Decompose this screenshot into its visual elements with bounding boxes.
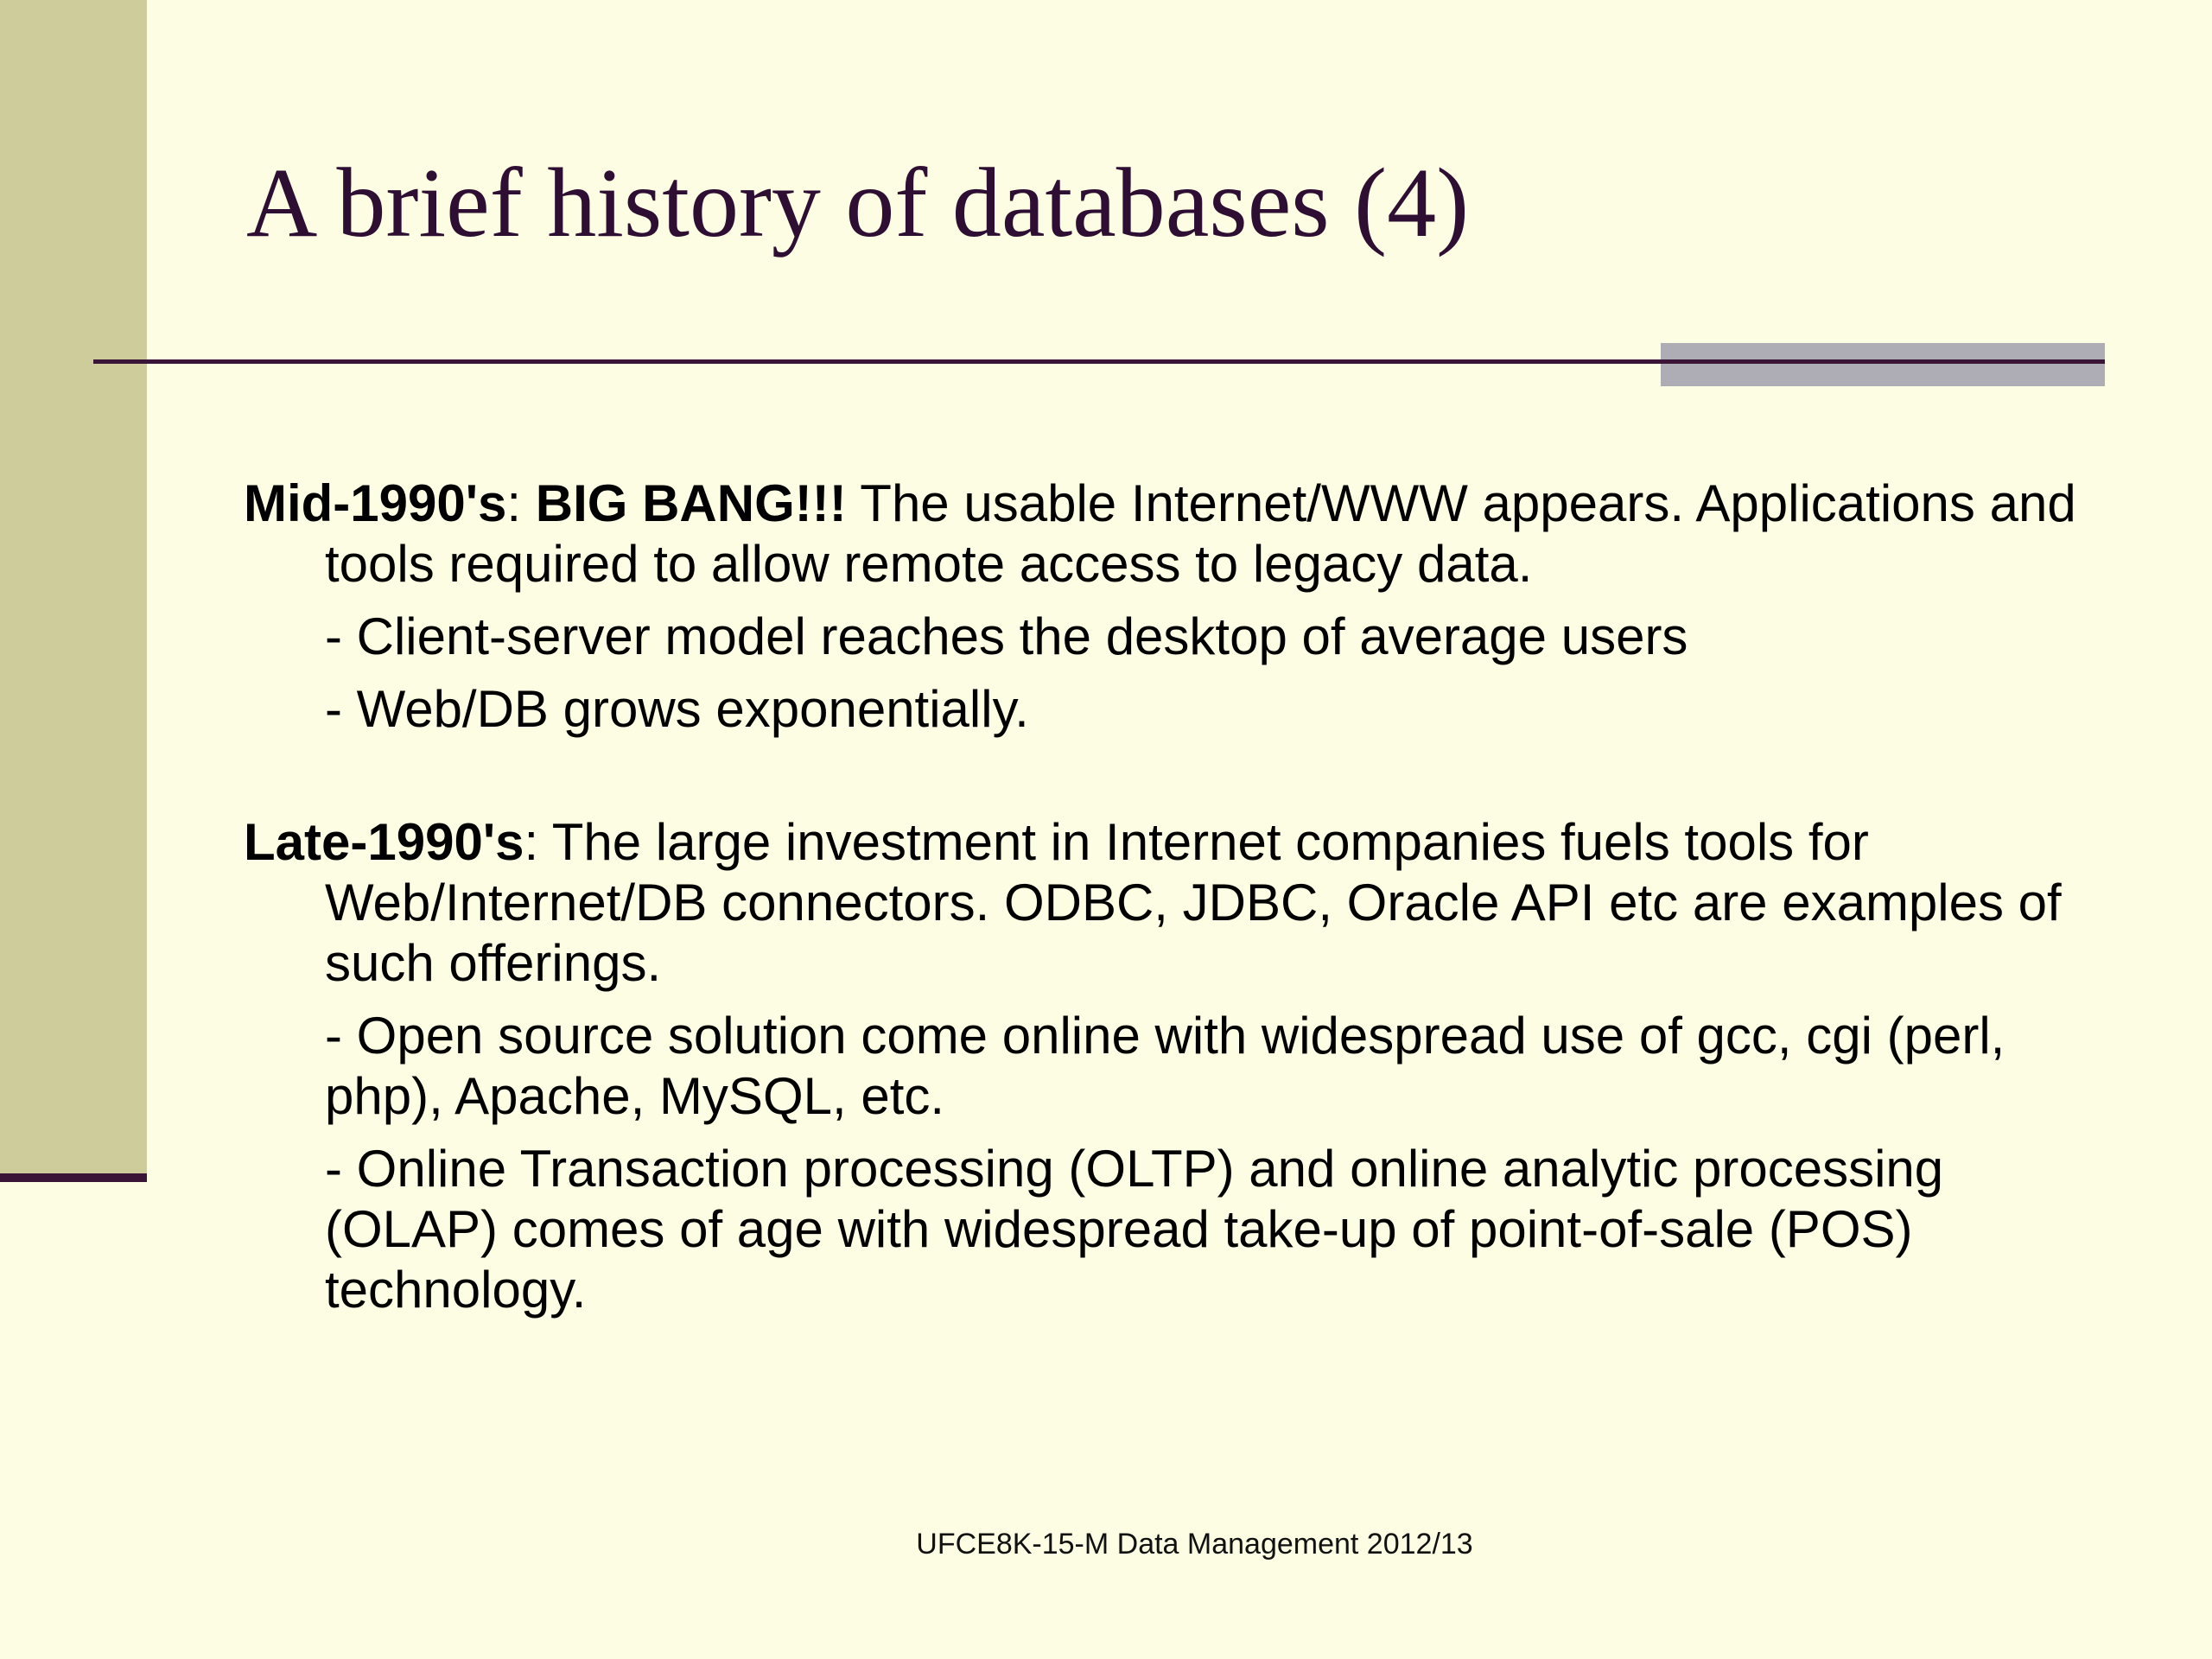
title-divider-rule xyxy=(93,359,2105,364)
slide-footer: UFCE8K-15-M Data Management 2012/13 xyxy=(916,1528,1473,1560)
late-1990s-separator: : xyxy=(524,813,552,871)
late-1990s-text: The large investment in Internet companies fuels tools for Web/Internet/DB connectors. ODBC, JDBC, Oracle API etc are examples of such offerings. xyxy=(325,813,2062,992)
left-accent-bar-foot xyxy=(0,1173,147,1182)
big-bang-highlight: BIG BANG!!! xyxy=(535,474,847,532)
late-1990s-bullet: - Online Transaction processing (OLTP) and online analytic processing (OLAP) comes of age with widespread take-up of point-of-sale (POS) technology. xyxy=(325,1140,1944,1319)
title-rule-accent-block xyxy=(1661,343,2105,386)
mid-1990s-bullet: - Web/DB grows exponentially. xyxy=(325,680,1029,738)
left-accent-bar xyxy=(0,0,147,1175)
mid-1990s-text: The usable Internet/WWW appears. Applications and tools required to allow remote access to legacy data. xyxy=(325,474,2076,593)
mid-1990s-bullet: - Client-server model reaches the desktop of average users xyxy=(325,607,1688,665)
late-1990s-bullet: - Open source solution come online with widespread use of gcc, cgi (perl, php), Apache, MySQL, etc. xyxy=(325,1007,2005,1125)
slide-title: A brief history of databases (4) xyxy=(246,148,1470,257)
mid-1990s-paragraph xyxy=(244,474,2093,594)
paragraph-spacer xyxy=(244,740,2093,812)
late-1990s-paragraph xyxy=(244,812,2093,994)
mid-1990s-label: Mid-1990's xyxy=(244,474,507,532)
slide-body xyxy=(244,474,2093,1320)
late-1990s-label: Late-1990's xyxy=(244,813,524,871)
mid-1990s-separator: : xyxy=(506,474,536,532)
